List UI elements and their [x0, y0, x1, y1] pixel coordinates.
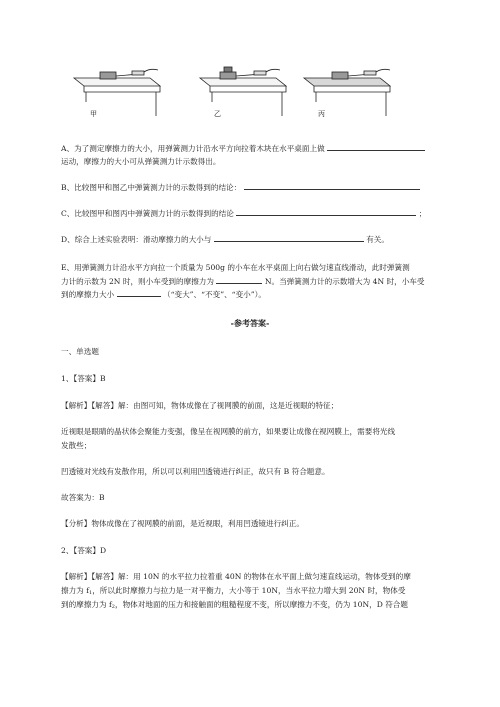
experiment-figure [70, 56, 430, 128]
answer-blank-a[interactable] [327, 142, 425, 151]
q1-paragraph-1: 近视眼是眼睛的晶状体会聚能力变强，像呈在视网膜的前方，如果要让成像在视网膜上，需要将光线 [61, 427, 396, 436]
q1-paragraph-3: 凹透镜对光线有发散作用，所以可以利用凹透镜进行纠正，故只有 B 符合题意。 [61, 467, 330, 476]
q2-line-1: 【解析】【解答】解：用 10N 的水平拉力拉着重 40N 的物体在水平面上做匀速直线运动，物体受到的摩 [61, 572, 411, 581]
q1-answer: 1、【答案】B [61, 374, 106, 383]
question-d-end: 有关。 [366, 235, 389, 244]
question-e-line1: E、用弹簧测力计沿水平方向拉一个质量为 500g 的小车在水平桌面上向右做匀速直线滑动，此时弹簧测 [61, 263, 410, 272]
figure-label-bing: 丙 [318, 110, 325, 118]
answer-blank-e1[interactable] [216, 275, 262, 284]
question-b-line [61, 181, 420, 193]
figure-label-jia: 甲 [90, 110, 97, 118]
q2-line-3-b: ，物体对地面的压力和接触面的粗糙程度不变，所以摩擦力不变，仍为 10N，D 符合题 [114, 600, 408, 609]
question-a-line2: 运动，摩擦力的大小可从弹簧测力计示数得出。 [61, 157, 221, 166]
question-e-text-d: （“变大”、“不变”、“变小”）。 [163, 290, 267, 299]
experiment-illustration [70, 56, 430, 128]
q2-line-2 [61, 585, 405, 599]
question-e-line2 [61, 275, 424, 287]
q1-analysis: 【解析】【解答】解：由图可知，物体成像在了视网膜的前面，这是近视眼的特征； [61, 401, 339, 410]
question-c-end: ； [418, 209, 427, 218]
answer-blank-e2[interactable] [117, 288, 161, 297]
q2-line-2-a: 擦力为 f [61, 586, 90, 595]
question-c-line [61, 207, 426, 219]
question-e-line3 [61, 288, 266, 300]
section-heading: 一、单选题 [61, 347, 99, 356]
q2-subscript-1: 1 [89, 590, 93, 596]
q1-summary: 【分析】物体成像在了视网膜的前面，是近视眼，利用凹透镜进行纠正。 [61, 519, 304, 528]
answers-title: -参考答案- [230, 318, 270, 328]
question-e-text-c: 到的摩擦力大小 [61, 290, 115, 299]
question-a-text: A、为了测定摩擦力的大小，用弹簧测力计沿水平方向拉着木块在水平桌面上做 [61, 144, 325, 153]
q2-line-2-b: ，所以此时摩擦力与拉力是一对平衡力，大小等于 10N，当水平拉力增大到 20N 时，物体受 [92, 586, 406, 595]
figure-label-yi: 乙 [214, 110, 221, 118]
answer-blank-b[interactable] [244, 181, 420, 190]
q2-line-3-a: 到的摩擦力为 f [61, 600, 112, 609]
answer-blank-c[interactable] [236, 207, 416, 216]
q2-subscript-2: 2 [111, 604, 115, 610]
answer-blank-d[interactable] [214, 233, 364, 242]
question-d-line [61, 233, 389, 245]
question-e-text-a: 力计的示数为 2N 时，则小车受到的摩擦力为 [61, 277, 214, 286]
q2-line-3 [61, 599, 408, 613]
question-c-text: C、比较图甲和图丙中弹簧测力计的示数得到的结论 [61, 209, 234, 218]
q1-paragraph-2: 发散些； [61, 441, 92, 450]
question-e-text-b: N。当弹簧测力计的示数增大为 4N 时，小车受 [264, 277, 425, 286]
q2-answer: 2、【答案】D [61, 546, 107, 555]
q1-final-answer: 故答案为：B [61, 493, 105, 502]
question-d-text: D、综合上述实验表明：滑动摩擦力的大小与 [61, 235, 212, 244]
question-a-line1 [61, 142, 425, 154]
question-b-text: B、比较图甲和图乙中弹簧测力计的示数得到的结论： [61, 183, 242, 192]
